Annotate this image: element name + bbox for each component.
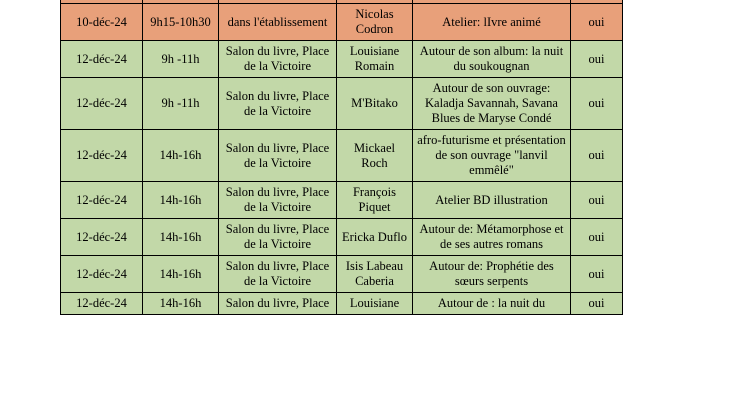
table-row bbox=[61, 4, 623, 41]
cell-person: Louisiane Romain bbox=[337, 41, 413, 78]
cell-activity: Autour de : la nuit du bbox=[413, 293, 571, 315]
cell-time: 14h-16h bbox=[143, 130, 219, 182]
cell-time: 14h-16h bbox=[143, 293, 219, 315]
cell-place: Salon du livre, Place de la Victoire bbox=[219, 41, 337, 78]
cell-person: Mickael Roch bbox=[337, 130, 413, 182]
cell-date: 10-déc-24 bbox=[61, 4, 143, 41]
table-row bbox=[61, 219, 623, 256]
table-row bbox=[61, 293, 623, 315]
cell-activity: Autour de: Prophétie des sœurs serpents bbox=[413, 256, 571, 293]
cell-confirmed: oui bbox=[571, 4, 623, 41]
cell-confirmed: oui bbox=[571, 41, 623, 78]
cell-person: Louisiane bbox=[337, 293, 413, 315]
cell-activity: Autour de son album: la nuit du soukougnan bbox=[413, 41, 571, 78]
cell-activity: Autour de: Métamorphose et de ses autres romans bbox=[413, 219, 571, 256]
cell-confirmed: oui bbox=[571, 256, 623, 293]
table-row bbox=[61, 78, 623, 130]
cell-place: Salon du livre, Place de la Victoire bbox=[219, 256, 337, 293]
cell-time: 9h -11h bbox=[143, 78, 219, 130]
cell-time: 14h-16h bbox=[143, 182, 219, 219]
cell-confirmed: oui bbox=[571, 130, 623, 182]
cell-place: Salon du livre, Place bbox=[219, 293, 337, 315]
cell-activity: afro-futurisme et présentation de son ouvrage "lanvil emmêlé" bbox=[413, 130, 571, 182]
cell-date: 12-déc-24 bbox=[61, 293, 143, 315]
cell-confirmed: oui bbox=[571, 78, 623, 130]
cell-confirmed: oui bbox=[571, 219, 623, 256]
cell-person: Isis Labeau Caberia bbox=[337, 256, 413, 293]
cell-place: Salon du livre, Place de la Victoire bbox=[219, 78, 337, 130]
cell-time: 14h-16h bbox=[143, 219, 219, 256]
cell-place: dans l'établissement bbox=[219, 4, 337, 41]
cell-activity: Autour de son ouvrage: Kaladja Savannah, Savana Blues de Maryse Condé bbox=[413, 78, 571, 130]
cell-person: Nicolas Codron bbox=[337, 4, 413, 41]
cell-confirmed: oui bbox=[571, 182, 623, 219]
cell-place: Salon du livre, Place de la Victoire bbox=[219, 130, 337, 182]
cell-date: 12-déc-24 bbox=[61, 219, 143, 256]
cell-confirmed: oui bbox=[571, 293, 623, 315]
cell-time: 9h15-10h30 bbox=[143, 4, 219, 41]
cell-time: 9h -11h bbox=[143, 41, 219, 78]
table-row bbox=[61, 41, 623, 78]
cell-activity: Atelier BD illustration bbox=[413, 182, 571, 219]
cell-date: 12-déc-24 bbox=[61, 130, 143, 182]
cell-person: François Piquet bbox=[337, 182, 413, 219]
table-row bbox=[61, 130, 623, 182]
cell-date: 12-déc-24 bbox=[61, 182, 143, 219]
cell-place: Salon du livre, Place de la Victoire bbox=[219, 219, 337, 256]
cell-time: 14h-16h bbox=[143, 256, 219, 293]
cell-date: 12-déc-24 bbox=[61, 256, 143, 293]
table-row bbox=[61, 256, 623, 293]
cell-date: 12-déc-24 bbox=[61, 41, 143, 78]
table-row bbox=[61, 182, 623, 219]
cell-activity: Atelier: lIvre animé bbox=[413, 4, 571, 41]
cell-place: Salon du livre, Place de la Victoire bbox=[219, 182, 337, 219]
schedule-table bbox=[60, 0, 623, 315]
cell-person: M'Bitako bbox=[337, 78, 413, 130]
cell-person: Ericka Duflo bbox=[337, 219, 413, 256]
cell-date: 12-déc-24 bbox=[61, 78, 143, 130]
